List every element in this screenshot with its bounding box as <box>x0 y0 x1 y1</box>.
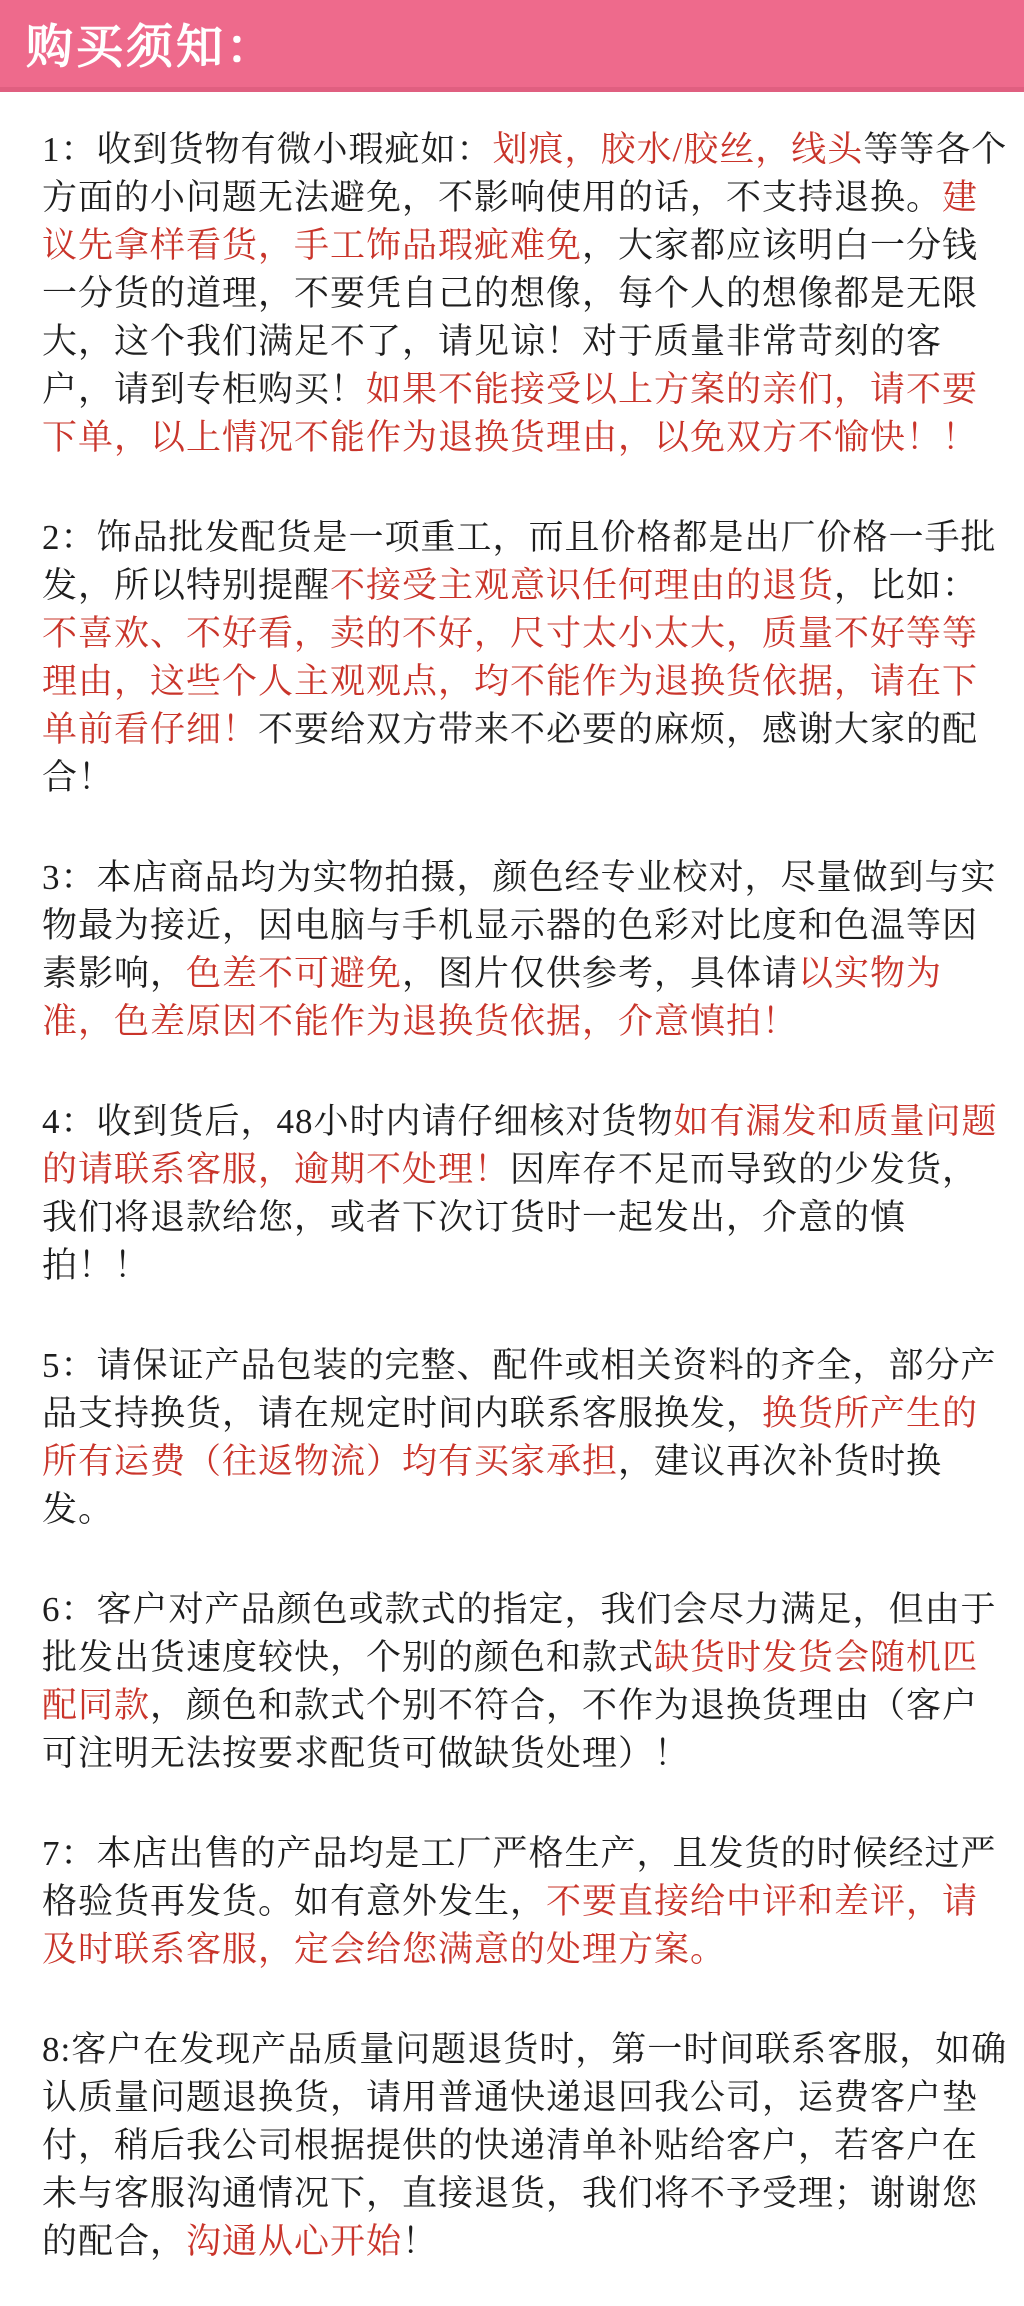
notice-paragraph <box>42 126 1012 462</box>
notice-text-red: 不接受主观意识任何理由的退货 <box>330 566 835 605</box>
notice-text: 6：客户对产品颜色或款式的指定，我们会尽力满足，但由于批发出货速度较快，个别的颜色和款式 <box>42 1590 997 1677</box>
notice-paragraph <box>42 854 1012 1046</box>
notice-banner <box>0 0 1024 92</box>
notice-text: 2：饰品批发配货是一项重工，而且价格都是出厂价格一手批发，所以特别提醒 <box>42 518 997 605</box>
notice-text: 8:客户在发现产品质量问题退货时，第一时间联系客服，如确认质量问题退换货，请用普通快递退回我公司，运费客户垫付，稍后我公司根据提供的快递清单补贴给客户，若客户在未与客服沟通情况下，直接退货，我们将不予受理；谢谢您的配合， <box>42 2030 1008 2261</box>
notice-text-red: 建议先拿样看货，手工饰品瑕疵难免 <box>42 178 979 265</box>
notice-text: ，建议再次补货时换发。 <box>42 1442 943 1529</box>
notice-paragraph <box>42 1342 1012 1534</box>
notice-text: ！ <box>402 2222 439 2261</box>
notice-text-red: 如果不能接受以上方案的亲们，请不要下单，以上情况不能作为退换货理由，以免双方不愉快！！ <box>42 370 979 457</box>
notice-text: 1：收到货物有微小瑕疵如： <box>42 130 493 169</box>
notice-text-red: 换货所产生的所有运费（往返物流）均有买家承担 <box>42 1394 979 1481</box>
notice-text-red: 以实物为准，色差原因不能作为退换货依据，介意慎拍！ <box>42 954 943 1041</box>
notice-paragraph <box>42 2026 1012 2266</box>
notice-text: ，颜色和款式个别不符合，不作为退换货理由（客户可注明无法按要求配货可做缺货处理）！ <box>42 1686 979 1773</box>
notice-text-red: 缺货时发货会随机匹配同款 <box>42 1638 979 1725</box>
notice-paragraph <box>42 1830 1012 1974</box>
notice-text-red: 划痕，胶水/胶丝，线头 <box>492 130 864 169</box>
notice-paragraph <box>42 1098 1012 1290</box>
notice-text-red: 不喜欢、不好看，卖的不好，尺寸太小太大，质量不好等等理由，这些个人主观观点，均不能作为退换货依据，请在下单前看仔细！ <box>42 614 979 749</box>
notice-text-red: 沟通从心开始 <box>186 2222 403 2261</box>
notice-text: 等等各个方面的小问题无法避免，不影响使用的话，不支持退换。 <box>42 130 1008 217</box>
notice-text-red: 不要直接给中评和差评，请及时联系客服，定会给您满意的处理方案。 <box>42 1882 979 1969</box>
notice-text: 7：本店出售的产品均是工厂严格生产，且发货的时候经过严格验货再发货。如有意外发生， <box>42 1834 997 1921</box>
notice-text: ，图片仅供参考，具体请 <box>402 954 799 993</box>
notice-text-red: 色差不可避免 <box>186 954 403 993</box>
notice-text-red: 如有漏发和质量问题的请联系客服，逾期不处理！ <box>42 1102 998 1189</box>
notice-content <box>0 92 1024 2306</box>
notice-text: 不要给双方带来不必要的麻烦，感谢大家的配合！ <box>42 710 979 797</box>
notice-text: 3：本店商品均为实物拍摄，颜色经专业校对，尽量做到与实物最为接近，因电脑与手机显示器的色彩对比度和色温等因素影响， <box>42 858 997 993</box>
notice-text: ，大家都应该明白一分钱一分货的道理，不要凭自己的想像，每个人的想像都是无限大，这个我们满足不了，请见谅！对于质量非常苛刻的客户，请到专柜购买！ <box>42 226 979 409</box>
notice-text: 因库存不足而导致的少发货，我们将退款给您，或者下次订货时一起发出，介意的慎拍！！ <box>42 1150 979 1285</box>
notice-paragraph <box>42 1586 1012 1778</box>
notice-text: 4：收到货后，48小时内请仔细核对货物 <box>42 1102 674 1141</box>
notice-paragraph <box>42 514 1012 802</box>
page-title: 购买须知： <box>26 20 276 73</box>
notice-text: ，比如： <box>834 566 979 605</box>
notice-text: 5：请保证产品包装的完整、配件或相关资料的齐全，部分产品支持换货，请在规定时间内联系客服换发， <box>42 1346 997 1433</box>
